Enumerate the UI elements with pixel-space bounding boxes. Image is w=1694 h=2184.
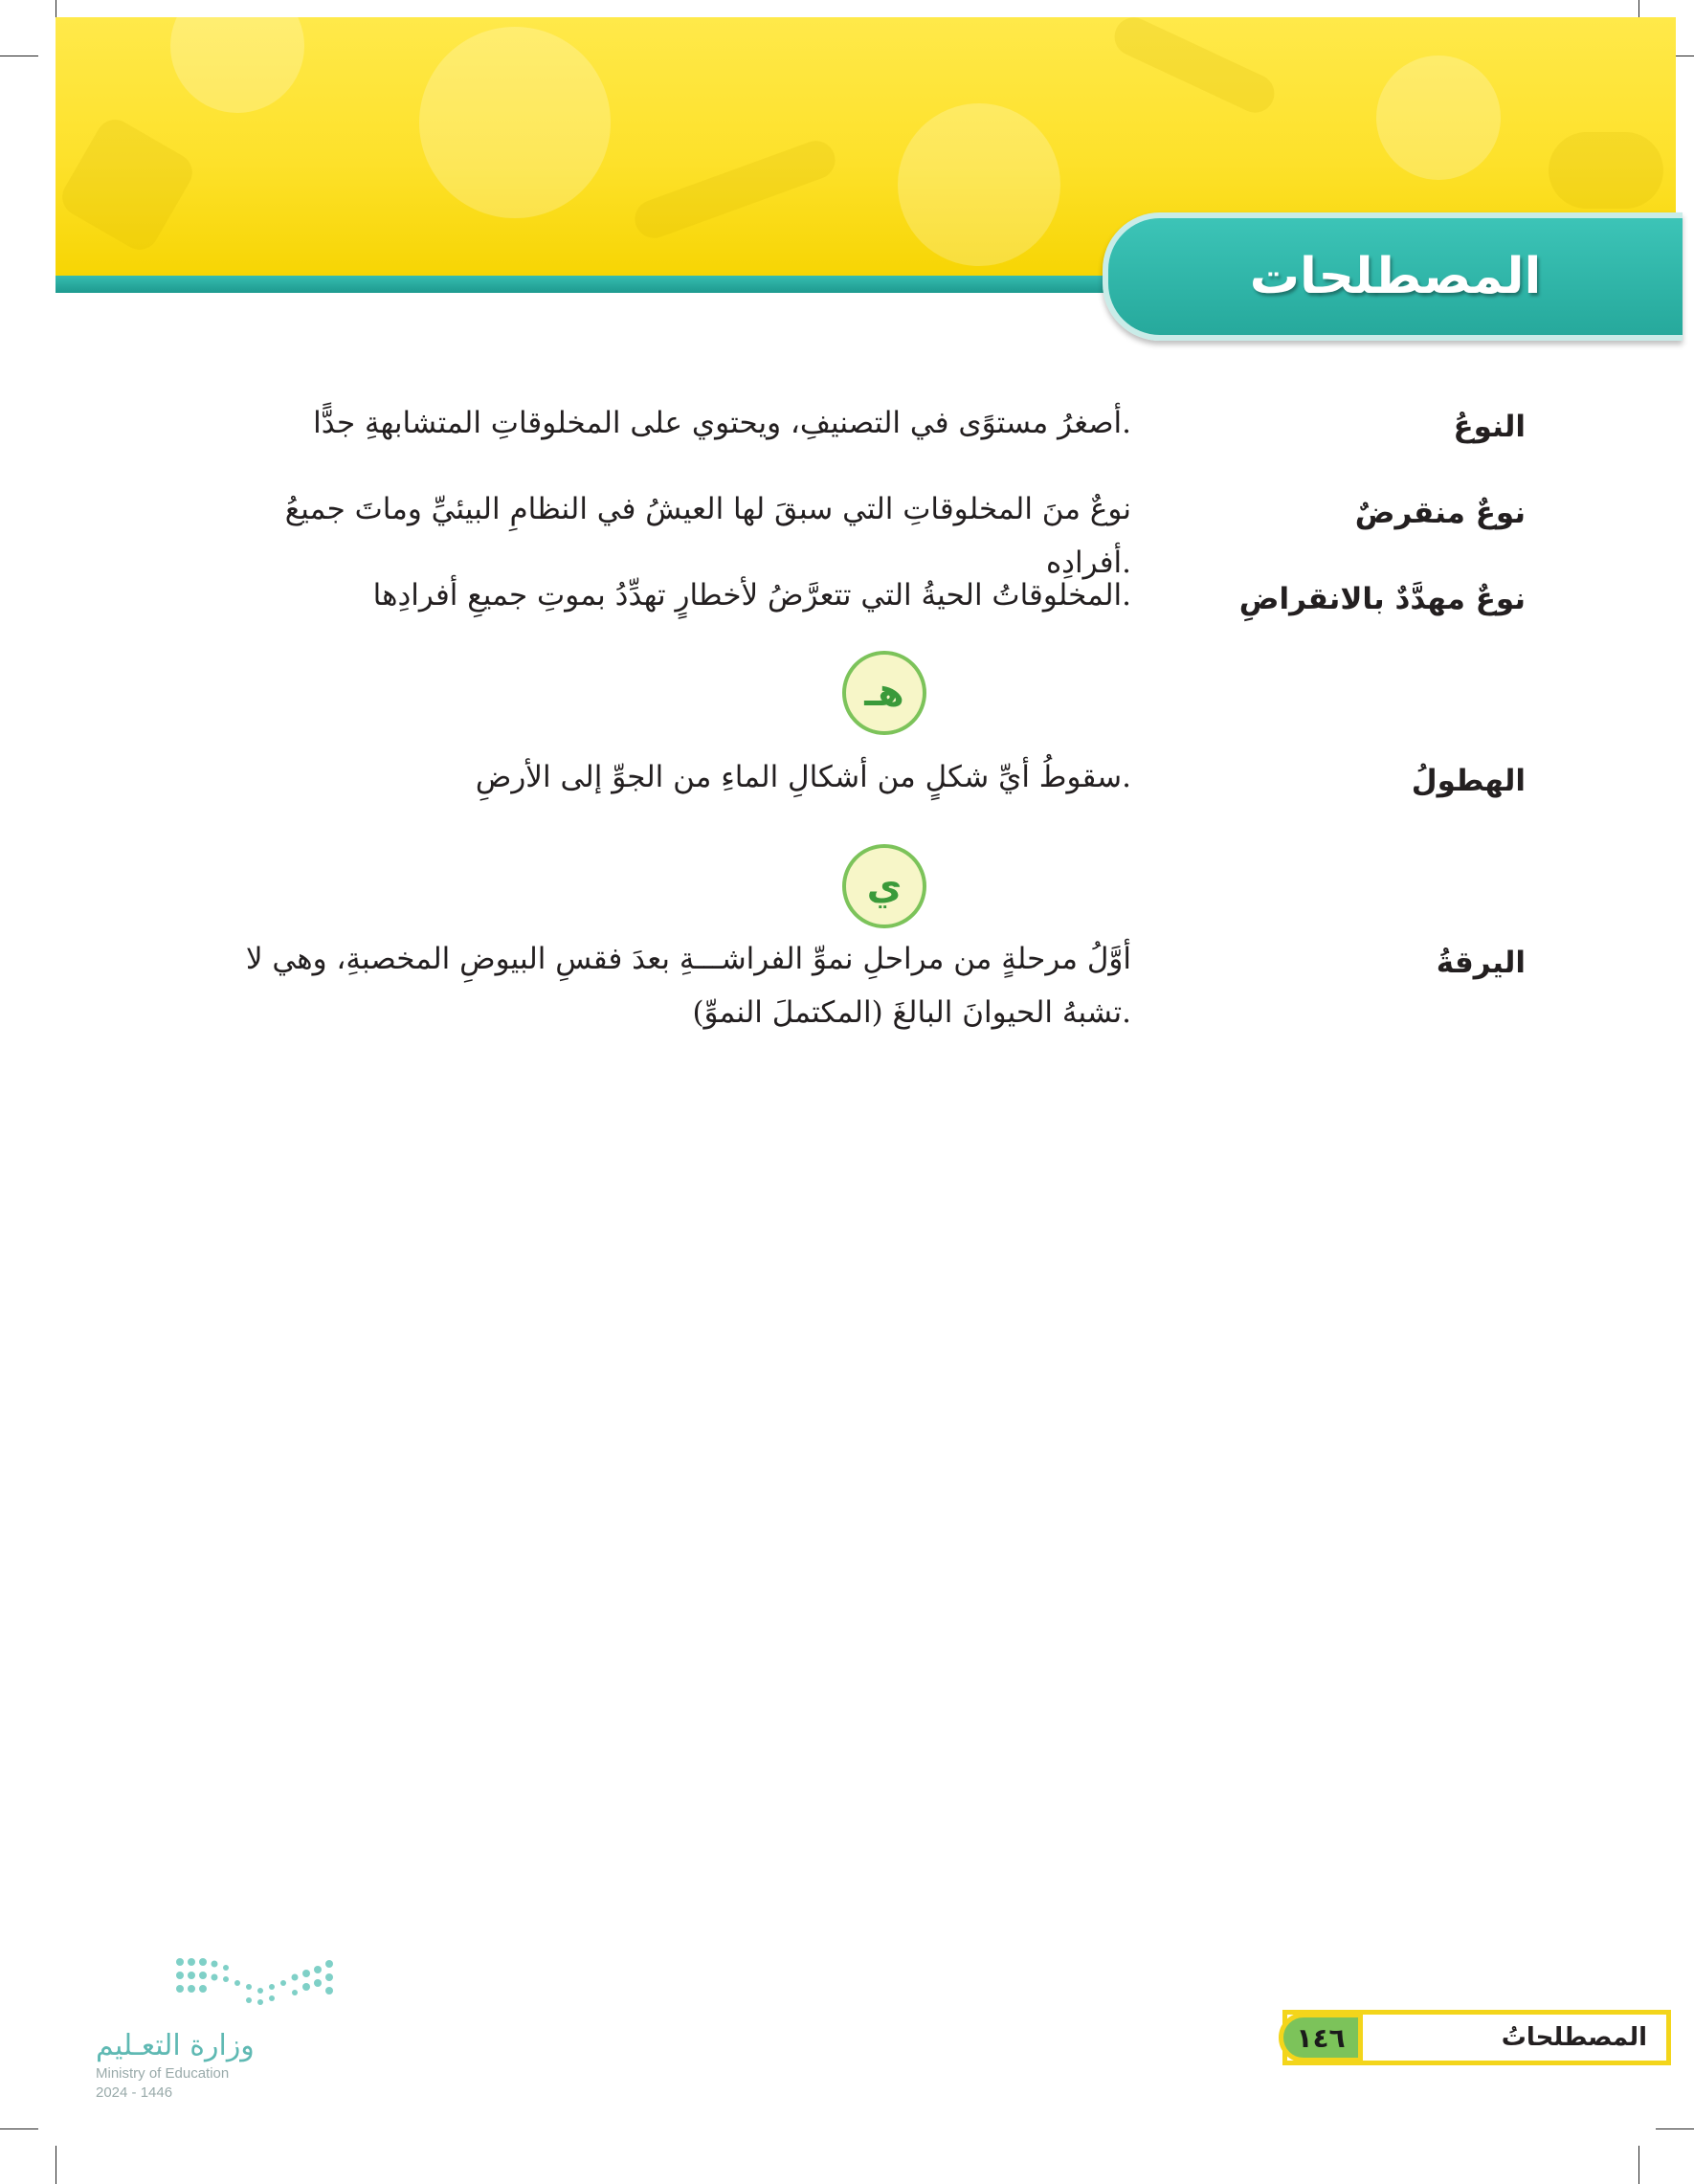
term-label: نوعٌ منقرضٌ xyxy=(1354,496,1526,530)
term-label: نوعٌ مهدَّدٌ بالانقراضِ xyxy=(1238,582,1526,616)
term-label: النوعُ xyxy=(1453,410,1526,444)
term-label: اليرقةُ xyxy=(1436,946,1526,980)
term-definition: المخلوقاتُ الحيةُ التي تتعرَّضُ لأخطارٍ تهدِّدُ بموتِ جميعِ أفرادِها. xyxy=(372,578,1131,613)
banner-decoration xyxy=(630,136,840,244)
banner-decoration xyxy=(419,27,611,218)
footer-section-label: المصطلحاتُ xyxy=(1501,2023,1647,2052)
banner-decoration xyxy=(898,103,1060,266)
crop-mark xyxy=(0,2128,38,2129)
banner-decoration xyxy=(56,113,199,256)
title-tab xyxy=(1103,212,1683,341)
page-number: ١٤٦ xyxy=(1279,2013,1363,2062)
crop-mark xyxy=(1638,2146,1639,2184)
term-definition: أصغرُ مستوًى في التصنيفِ، ويحتوي على المخلوقاتِ المتشابهةِ جدًّا. xyxy=(313,406,1131,440)
logo-dots-icon xyxy=(172,1952,345,2010)
banner-decoration xyxy=(1549,132,1663,209)
term-definition: نوعٌ منَ المخلوقاتِ التي سبقَ لها العيشُ في النظامِ البيئيِّ وماتَ جميعُ أفرادِه. xyxy=(284,492,1131,580)
section-letter-badge: ي xyxy=(842,844,926,928)
term-label: الهطولُ xyxy=(1411,764,1526,798)
term-definition: سقوطُ أيِّ شكلٍ من أشكالِ الماءِ من الجوِّ إلى الأرضِ. xyxy=(475,760,1131,794)
page-title: المصطلحات xyxy=(1249,248,1542,305)
banner-decoration xyxy=(170,17,304,113)
logo-arabic-text: وزارة التعـليم xyxy=(96,2029,255,2062)
logo-english-text: Ministry of Education xyxy=(96,2065,230,2082)
term-definition: أوَّلُ مرحلةٍ من مراحلِ نموِّ الفراشـــةِ بعدَ فقسِ البيوضِ المخصبةِ، وهي لا تشبهُ الحيوانَ البالغَ (المكتملَ النموِّ). xyxy=(245,942,1131,1030)
banner-decoration xyxy=(1108,17,1281,119)
banner-decoration xyxy=(1376,56,1501,180)
ministry-logo xyxy=(96,1952,345,2106)
crop-mark xyxy=(1656,2128,1694,2129)
logo-year-text: 2024 - 1446 xyxy=(96,2084,173,2101)
section-letter-badge: هـ xyxy=(842,651,926,735)
